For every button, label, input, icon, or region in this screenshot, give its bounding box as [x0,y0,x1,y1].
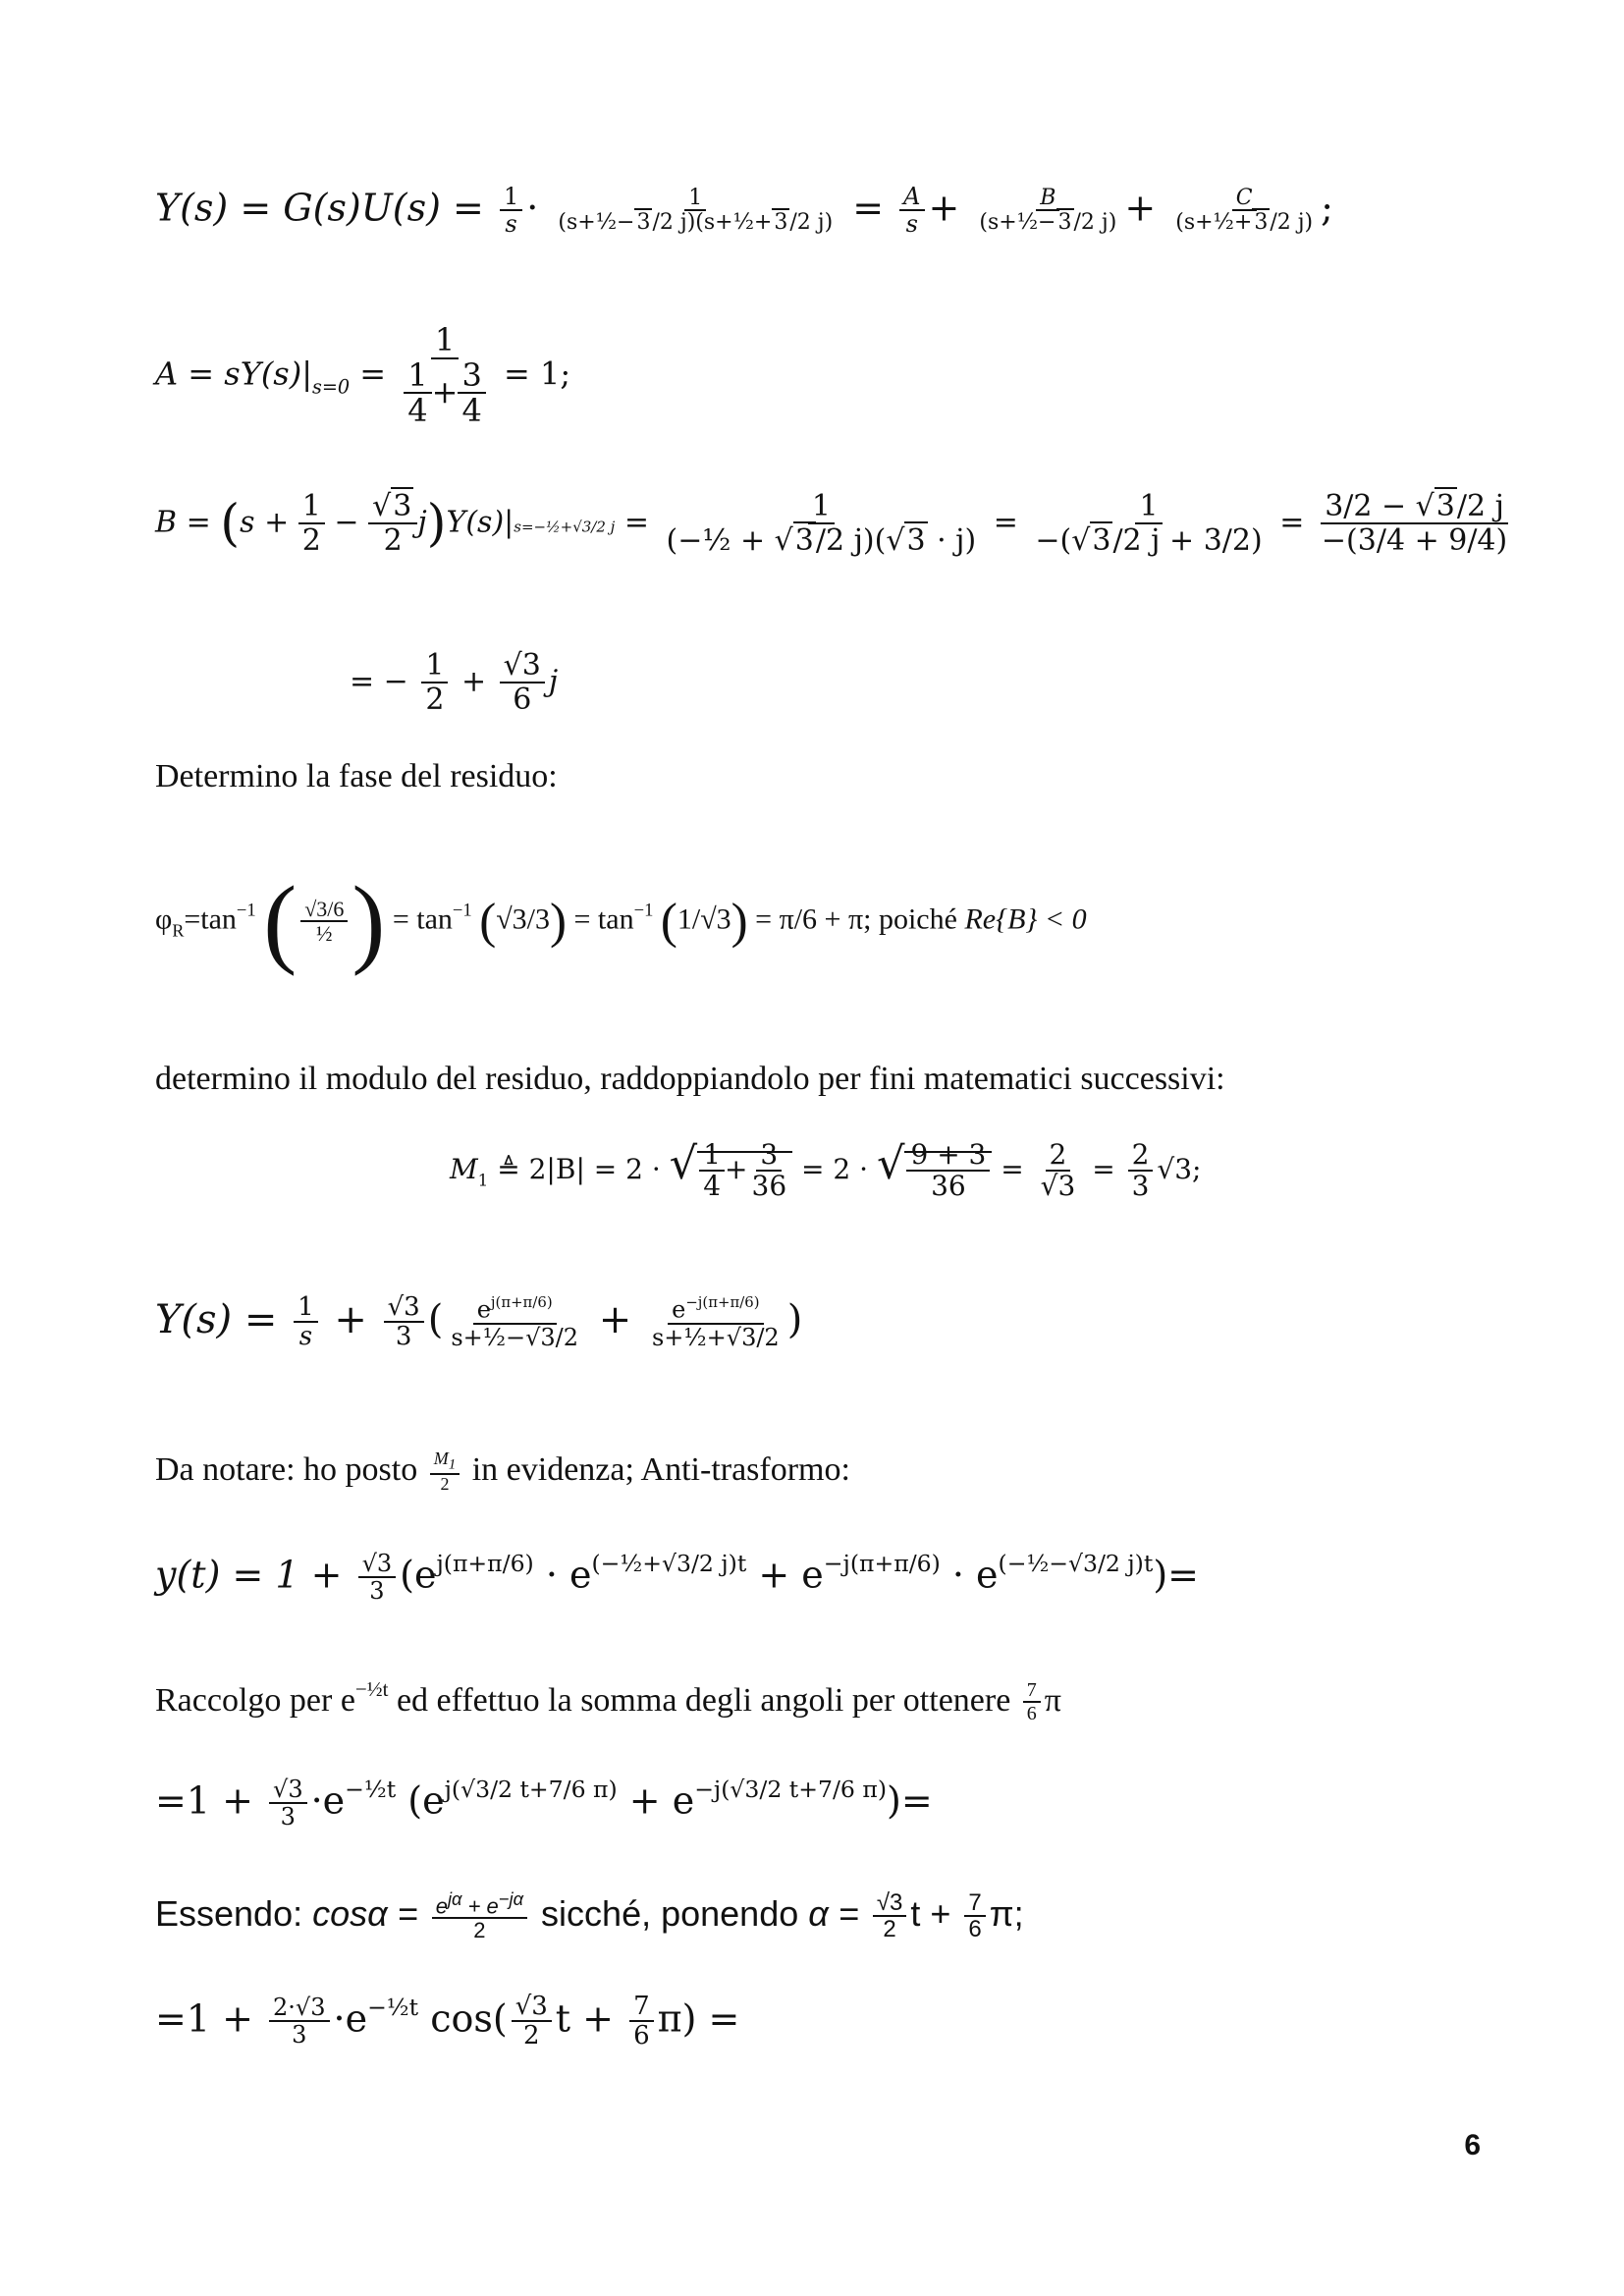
b-lhs: B = [155,505,211,540]
a-lhs: A = sY(s)| [155,355,312,393]
fraction-a-value: 1 $\frac{1}{4}$ + $\frac{3}{4}$ [400,324,490,428]
b-result-prefix: = − [350,664,408,699]
equation-modulus: $M_1$ ≜ 2|B| = 2 · √ $\frac{1}{4}$ + $\frac{3}{36}$ = 2 · √ $\frac{9 + 3}{36}$ = $\frac{2}{√3}$ = $\frac{2}{3}$ √3; [450,1137,1202,1202]
fraction-a-over-s: $\frac{A}{s}$ [899,185,924,238]
fraction-1-over-s: $\frac{1}{s}$ [500,185,522,238]
equation-b: B = (s + $\frac{1}{2}$ − $\frac{√3}{2}$ j)Y(s)|s=−½+√3/2 j = $\frac{1}{\text{(−½ + √3/2 j)(√3 · j)}}$ = $\frac{1}{-(√3/2 j + 3/2)}$ = $\frac{3/2 - √3/2 j}{-(3/4 + 9/4)}$ [155,489,1508,558]
phase-condition: Re{B} < 0 [964,902,1087,936]
a-subscript: s=0 [311,375,351,399]
a-result: = 1; [503,355,571,393]
modulus-intro-text: determino il modulo del residuo, raddoppiandolo per fini matematici successivi: [155,1061,1225,1097]
equation-y-t: y(t) = 1 + $\frac{√3}{3}$ $(e^{j(\pi+\pi/6)} \cdot e^{(-\frac{1}{2}+√3/2 j)t} + e^{-j(\pi+\pi/6)} \cdot e^{(-\frac{1}{2}-√3/2 j)t})=$ [155,1550,1200,1606]
equation-y-s-exponential: Y(s) = $\frac{1}{s}$ + $\frac{√3}{3}$ ( $\frac{e^{j(\pi+\pi/6)}}{\text{s+½−√3/2}}$ + $\frac{e^{-j(\pi+\pi/6)}}{\text{s+½+√3/2}}$ ) [155,1292,803,1352]
equation-b-result: = − $\frac{1}{2}$ + $\frac{√3}{6}$ j [350,648,559,717]
phase-intro-text: Determino la fase del residuo: [155,758,558,794]
fraction-c: $\frac{C}{\text{(s+½+3/2 j)}}$ [1175,186,1314,236]
equation-phase: $\varphi_R=\tan^{-1}$ ( $\frac{√3/6}{\text{½}}$ ) = $\tan^{-1} (√3/3) = \tan^{-1} (1/√3) = \pi/6 + \pi$; poiché Re{B} < 0 [155,866,1087,977]
phase-tail: = π/6 + π; poiché [755,902,965,936]
fraction-b: $\frac{B}{\text{(s+½−3/2 j)}}$ [979,186,1117,236]
equation-a: $A = sY(s)|_{s=0}$ = 1 $\frac{1}{4}$ + $\frac{3}{4}$ = 1; [155,321,571,430]
page-number: 6 [1464,2129,1481,2161]
y-s-lhs: Y(s) = G(s)U(s) = [155,186,484,230]
equation-y-s-decomposition: Y(s) = G(s)U(s) = $\frac{1}{s}$ · $\frac{1}{\text{(s+½−3/2 j)(s+½+3/2 j)}}$ = $\frac{A}{s}$ + $\frac{B}{\text{(s+½−3/2 j)}}$ + $\frac{C}{\text{(s+½+3/2 j)}}$ ; [155,183,1333,239]
collect-text: Raccolgo per $e^{-\frac{1}{2}t}$ ed effettuo la somma degli angoli per ottenere $\frac{7}{6}$ π [155,1677,1061,1725]
note-text: Da notare: ho posto $\frac{M_1}{2}$ in evidenza; Anti-trasformo: [155,1449,850,1495]
equation-final: =1 + $\frac{2\cdot√3}{3}$ $\cdot e^{-\frac{1}{2}t}$ cos( $\frac{√3}{2}$ t + $\frac{7}{6}$ π) = [155,1992,740,2051]
equation-combined: =1 + $\frac{√3}{3}$ $\cdot e^{-\frac{1}{2}t}$ $(e^{j(√3/2 t+7/6 \pi)} + e^{-j(√3/2 t+7/6 \pi)})=$ [155,1776,933,1831]
equation-cos-definition: Essendo: cosα = $\frac{e^{j\alpha} + e^{-j\alpha}}{2}$ sicché, ponendo α = $\frac{√3}{2}$ t + $\frac{7}{6}$ π; [155,1888,1024,1943]
fraction-poles: $\frac{1}{\text{(s+½−3/2 j)(s+½+3/2 j)}}$ [558,186,834,236]
